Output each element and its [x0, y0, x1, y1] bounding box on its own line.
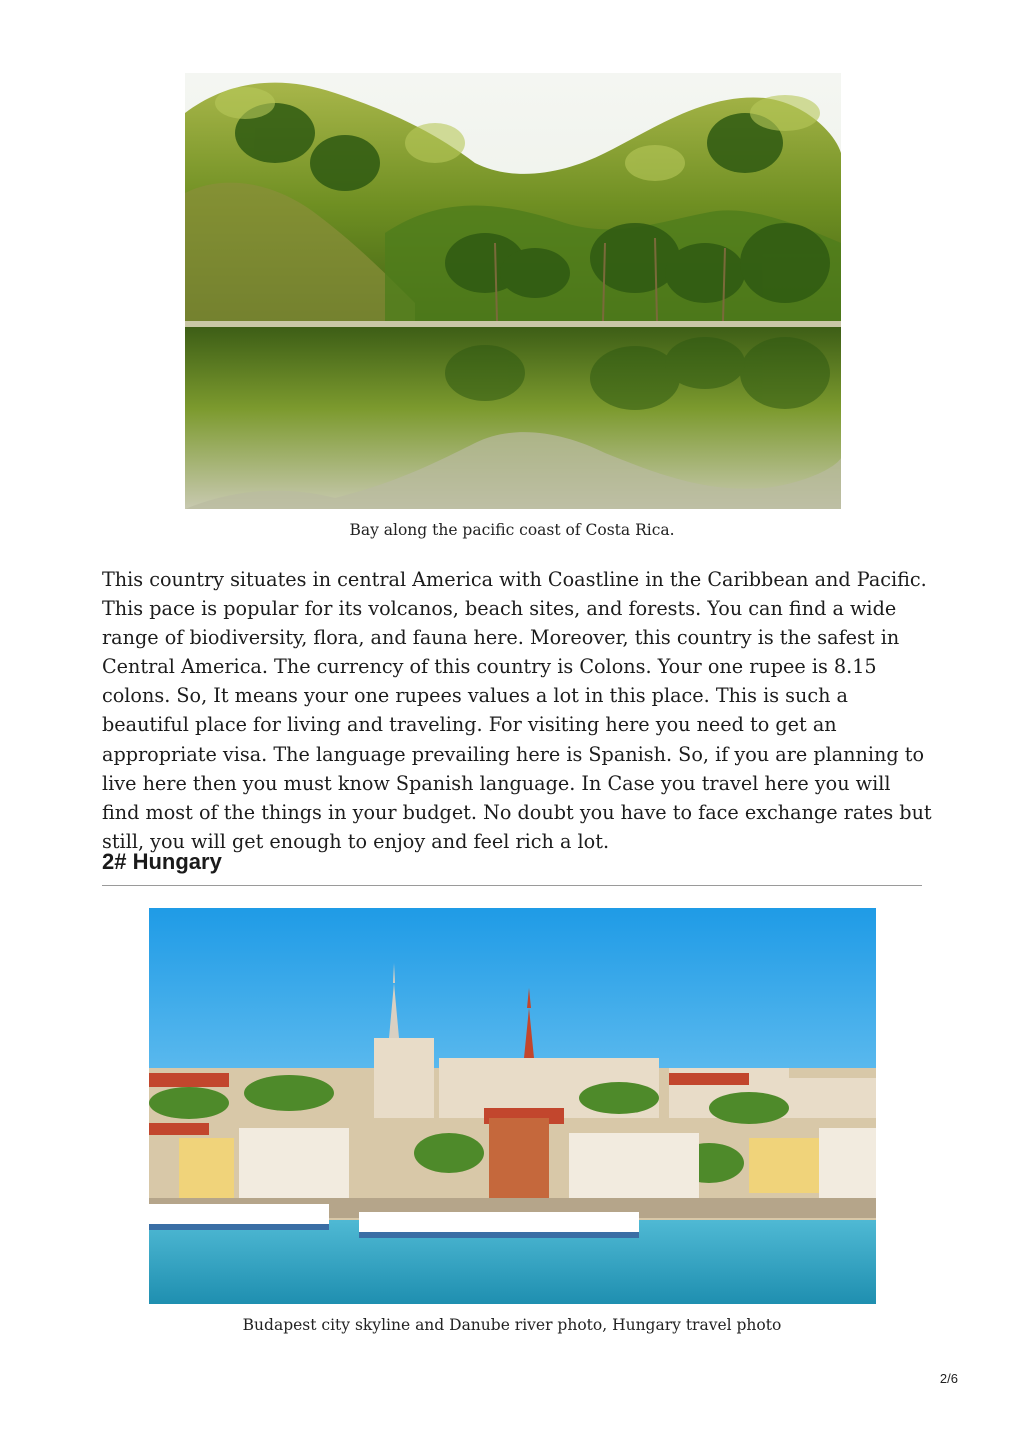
costa-rica-bay-illustration [185, 73, 841, 509]
budapest-skyline-photo [149, 908, 876, 1304]
body-paragraph: This country situates in central America with Coastline in the Caribbean and Pacific. This pace is popular for its volcanos, beach sites, and forests. You can find a wide range of biodiversity, flora, and fauna here. Moreover, this country is the safest in Central America. The currency of this country is Colons. Your one rupee is 8.15 colons. So, It means your one rupees values a lot in this place. This is such a beautiful place for living and traveling. For visiting here you need to get an appropriate visa. The language prevailing here is Spanish. So, if you are planning to live here then you must know Spanish language. In Case you travel here you will find most of the things in your budget. No doubt you have to face exchange rates but still, you will get enough to enjoy and feel rich a lot. [102, 568, 932, 853]
section-heading: 2# Hungary [102, 849, 222, 874]
costa-rica-bay-photo [185, 73, 841, 509]
page-number: 2/6 [939, 1371, 958, 1386]
figure-caption-costa-rica: Bay along the pacific coast of Costa Rica. [349, 521, 675, 539]
heading-divider [102, 885, 922, 886]
budapest-skyline-illustration [149, 908, 876, 1304]
figure-caption-budapest: Budapest city skyline and Danube river photo, Hungary travel photo [242, 1316, 782, 1334]
